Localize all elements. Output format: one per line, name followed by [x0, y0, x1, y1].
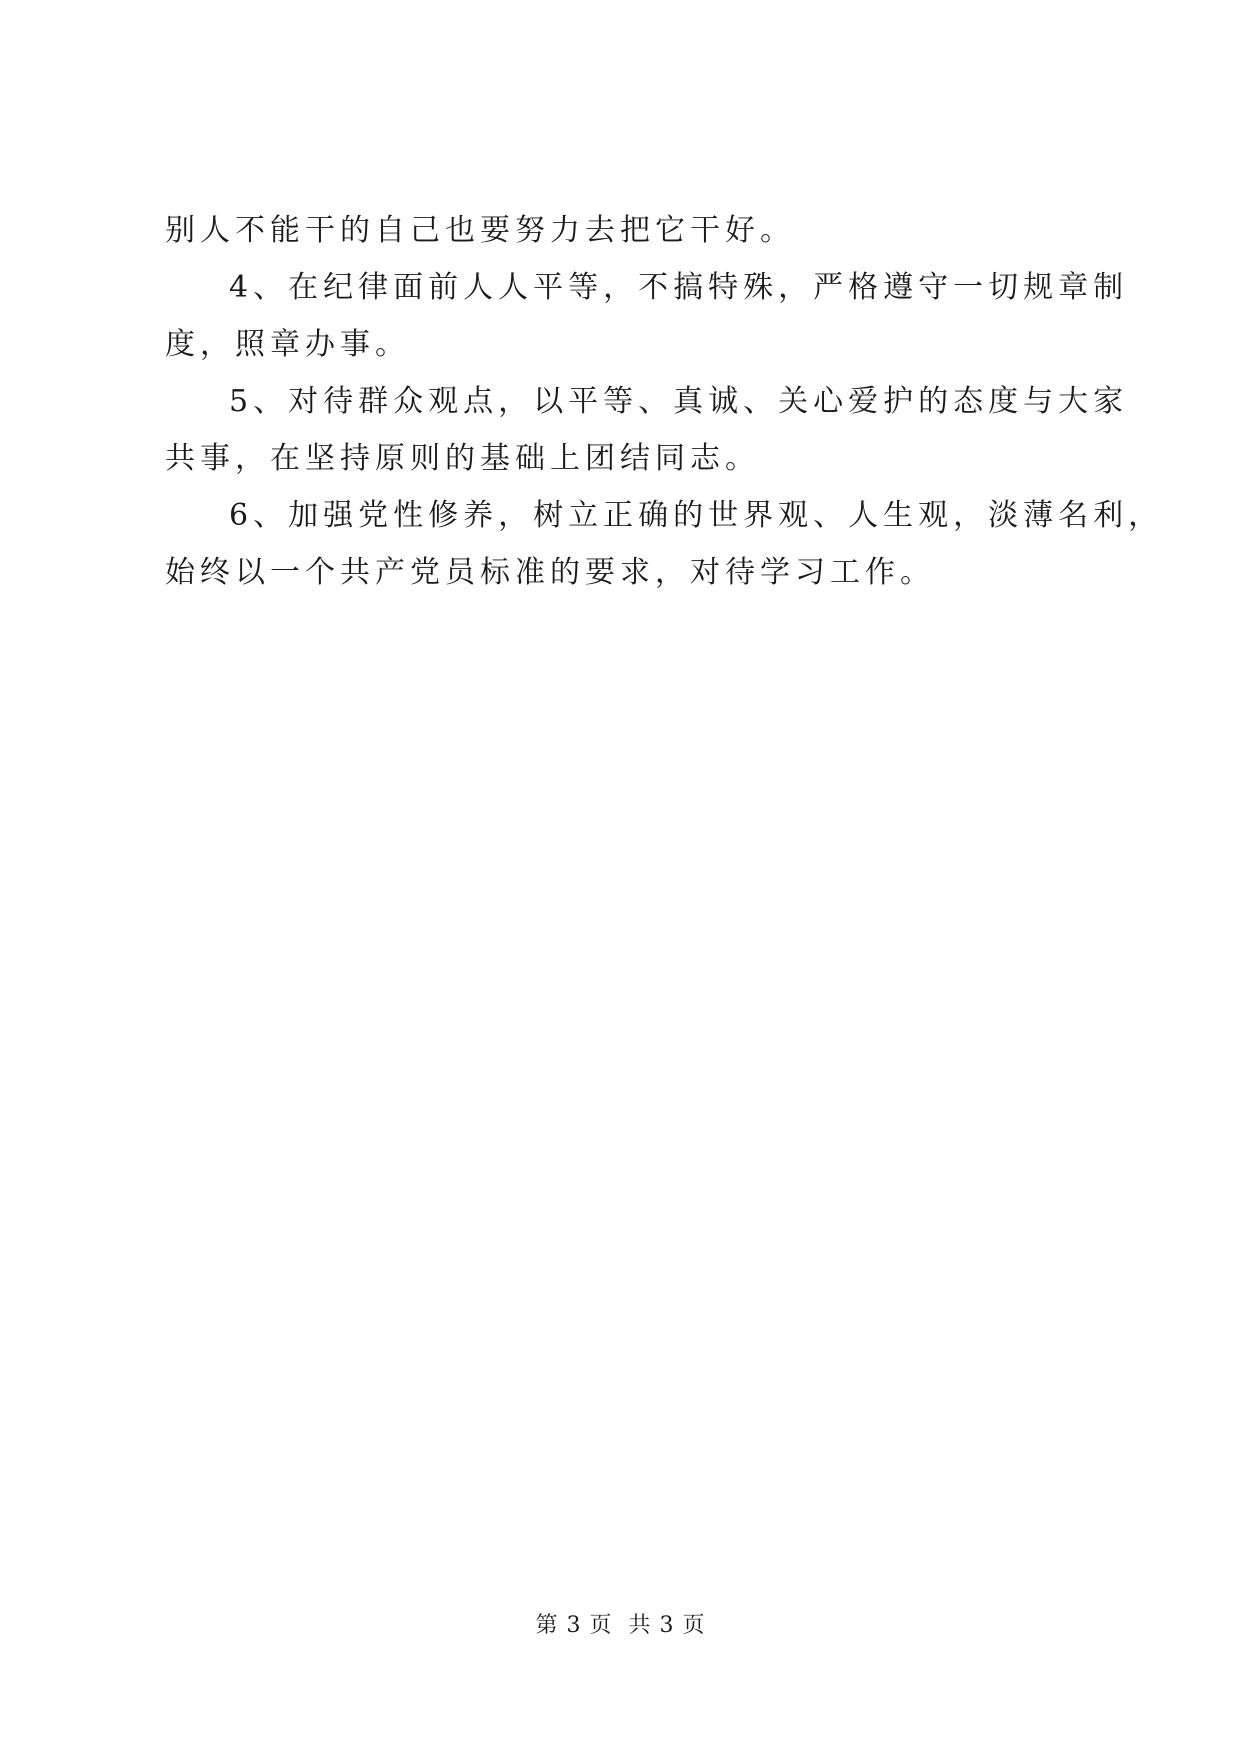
- page-footer: [0, 1608, 1241, 1639]
- page-total: 共 3 页: [628, 1613, 706, 1638]
- page-number: 第 3 页: [535, 1613, 613, 1638]
- text-line-item-5: 5、对待群众观点，以平等、真诚、关心爱护的态度与大家: [229, 384, 1129, 419]
- text-line-item-6: 6、加强党性修养，树立正确的世界观、人生观，淡薄名利，: [229, 498, 1164, 533]
- text-line-item-4: 4、在纪律面前人人平等，不搞特殊，严格遵守一切规章制: [229, 270, 1129, 305]
- text-line: 始终以一个共产党员标准的要求，对待学习工作。: [165, 555, 935, 590]
- document-body: [165, 202, 1164, 601]
- text-line: 度，照章办事。: [165, 327, 410, 362]
- text-line: 共事，在坚持原则的基础上团结同志。: [165, 441, 760, 476]
- text-line: 别人不能干的自己也要努力去把它干好。: [165, 213, 795, 248]
